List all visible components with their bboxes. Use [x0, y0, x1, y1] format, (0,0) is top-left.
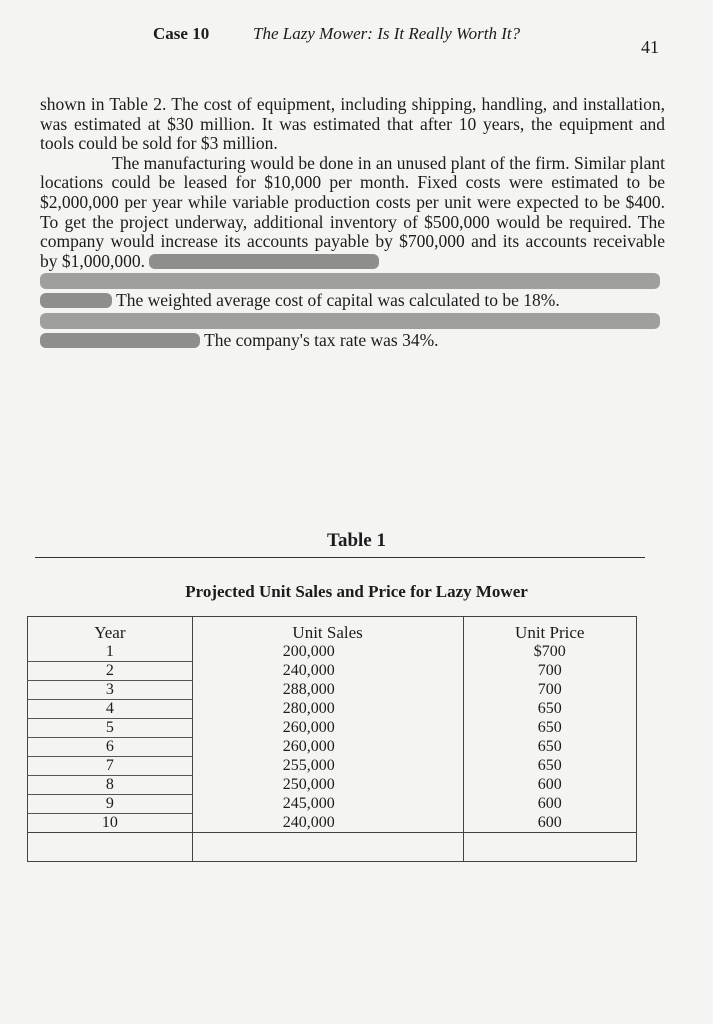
table-row [28, 719, 637, 738]
cell-unit-price: 650 [463, 757, 637, 776]
unit-sales-table [27, 616, 637, 862]
redaction-mark [40, 293, 112, 308]
cell-unit-price: 600 [463, 814, 637, 833]
paragraph-2-text-a: The manufacturing would be done in an unused plant of the firm. Similar plant locations could be leased for $10,000 per month. Fixed costs were estimated to be $2,000,000 per year while variable production costs per unit were expected to be $400. To get the project underway, additional inventory of $500,000 would be required. The company would increase its accounts payable by $700,000 and its accounts receivable by $1,000,000. [40, 152, 665, 271]
table-row [28, 795, 637, 814]
cell-year: 5 [28, 719, 193, 738]
paragraph-2-line [40, 331, 665, 351]
cell-year: 6 [28, 738, 193, 757]
cell-year: 2 [28, 662, 193, 681]
paragraph-2-line [40, 291, 665, 311]
header-year: Year [28, 617, 193, 644]
cell-year: 7 [28, 757, 193, 776]
cell-unit-price: 700 [463, 662, 637, 681]
redaction-mark [40, 333, 200, 348]
header-unit-sales: Unit Sales [192, 617, 463, 644]
cell-blank [28, 833, 193, 862]
redaction-mark [149, 254, 379, 269]
cell-unit-sales: 260,000 [192, 738, 463, 757]
table-row [28, 681, 637, 700]
cell-unit-price: $700 [463, 643, 637, 662]
header-unit-price: Unit Price [463, 617, 637, 644]
paragraph-1: shown in Table 2. The cost of equipment, including shipping, handling, and installation, was estimated at $30 million. It was estimated that after 10 years, the equipment and tools could be sold for $3 million. [40, 94, 665, 154]
cell-unit-sales: 250,000 [192, 776, 463, 795]
cell-unit-price: 600 [463, 795, 637, 814]
cell-blank [463, 833, 637, 862]
table-row [28, 776, 637, 795]
cell-unit-sales: 255,000 [192, 757, 463, 776]
divider [35, 557, 645, 558]
table-row [28, 662, 637, 681]
table-blank-row [28, 833, 637, 862]
table-row [28, 643, 637, 662]
cell-unit-sales: 280,000 [192, 700, 463, 719]
case-number: Case 10 [153, 24, 210, 43]
cell-year: 8 [28, 776, 193, 795]
table-row [28, 738, 637, 757]
table-row [28, 814, 637, 833]
cell-year: 4 [28, 700, 193, 719]
paragraph-2-text-c: The company's tax rate was 34%. [204, 329, 439, 350]
redaction-mark [40, 273, 660, 289]
cell-unit-price: 650 [463, 700, 637, 719]
cell-unit-price: 650 [463, 738, 637, 757]
table-title: Table 1 [327, 530, 386, 551]
cell-blank [192, 833, 463, 862]
table-row [28, 700, 637, 719]
cell-year: 10 [28, 814, 193, 833]
body-text [40, 95, 665, 351]
cell-year: 3 [28, 681, 193, 700]
cell-unit-price: 650 [463, 719, 637, 738]
cell-year: 9 [28, 795, 193, 814]
cell-year: 1 [28, 643, 193, 662]
table-row [28, 757, 637, 776]
cell-unit-sales: 200,000 [192, 643, 463, 662]
page-header [0, 24, 713, 57]
redaction-mark [40, 313, 660, 329]
paragraph-2 [40, 154, 665, 272]
cell-unit-sales: 245,000 [192, 795, 463, 814]
cell-unit-sales: 288,000 [192, 681, 463, 700]
case-title: The Lazy Mower: Is It Really Worth It? [253, 24, 521, 43]
table-subtitle: Projected Unit Sales and Price for Lazy Mower [185, 582, 528, 601]
table-header-row [28, 617, 637, 644]
cell-unit-price: 700 [463, 681, 637, 700]
cell-unit-sales: 240,000 [192, 662, 463, 681]
cell-unit-sales: 240,000 [192, 814, 463, 833]
cell-unit-sales: 260,000 [192, 719, 463, 738]
paragraph-2-text-b: The weighted average cost of capital was calculated to be 18%. [116, 290, 560, 311]
page-number: 41 [641, 37, 659, 57]
cell-unit-price: 600 [463, 776, 637, 795]
